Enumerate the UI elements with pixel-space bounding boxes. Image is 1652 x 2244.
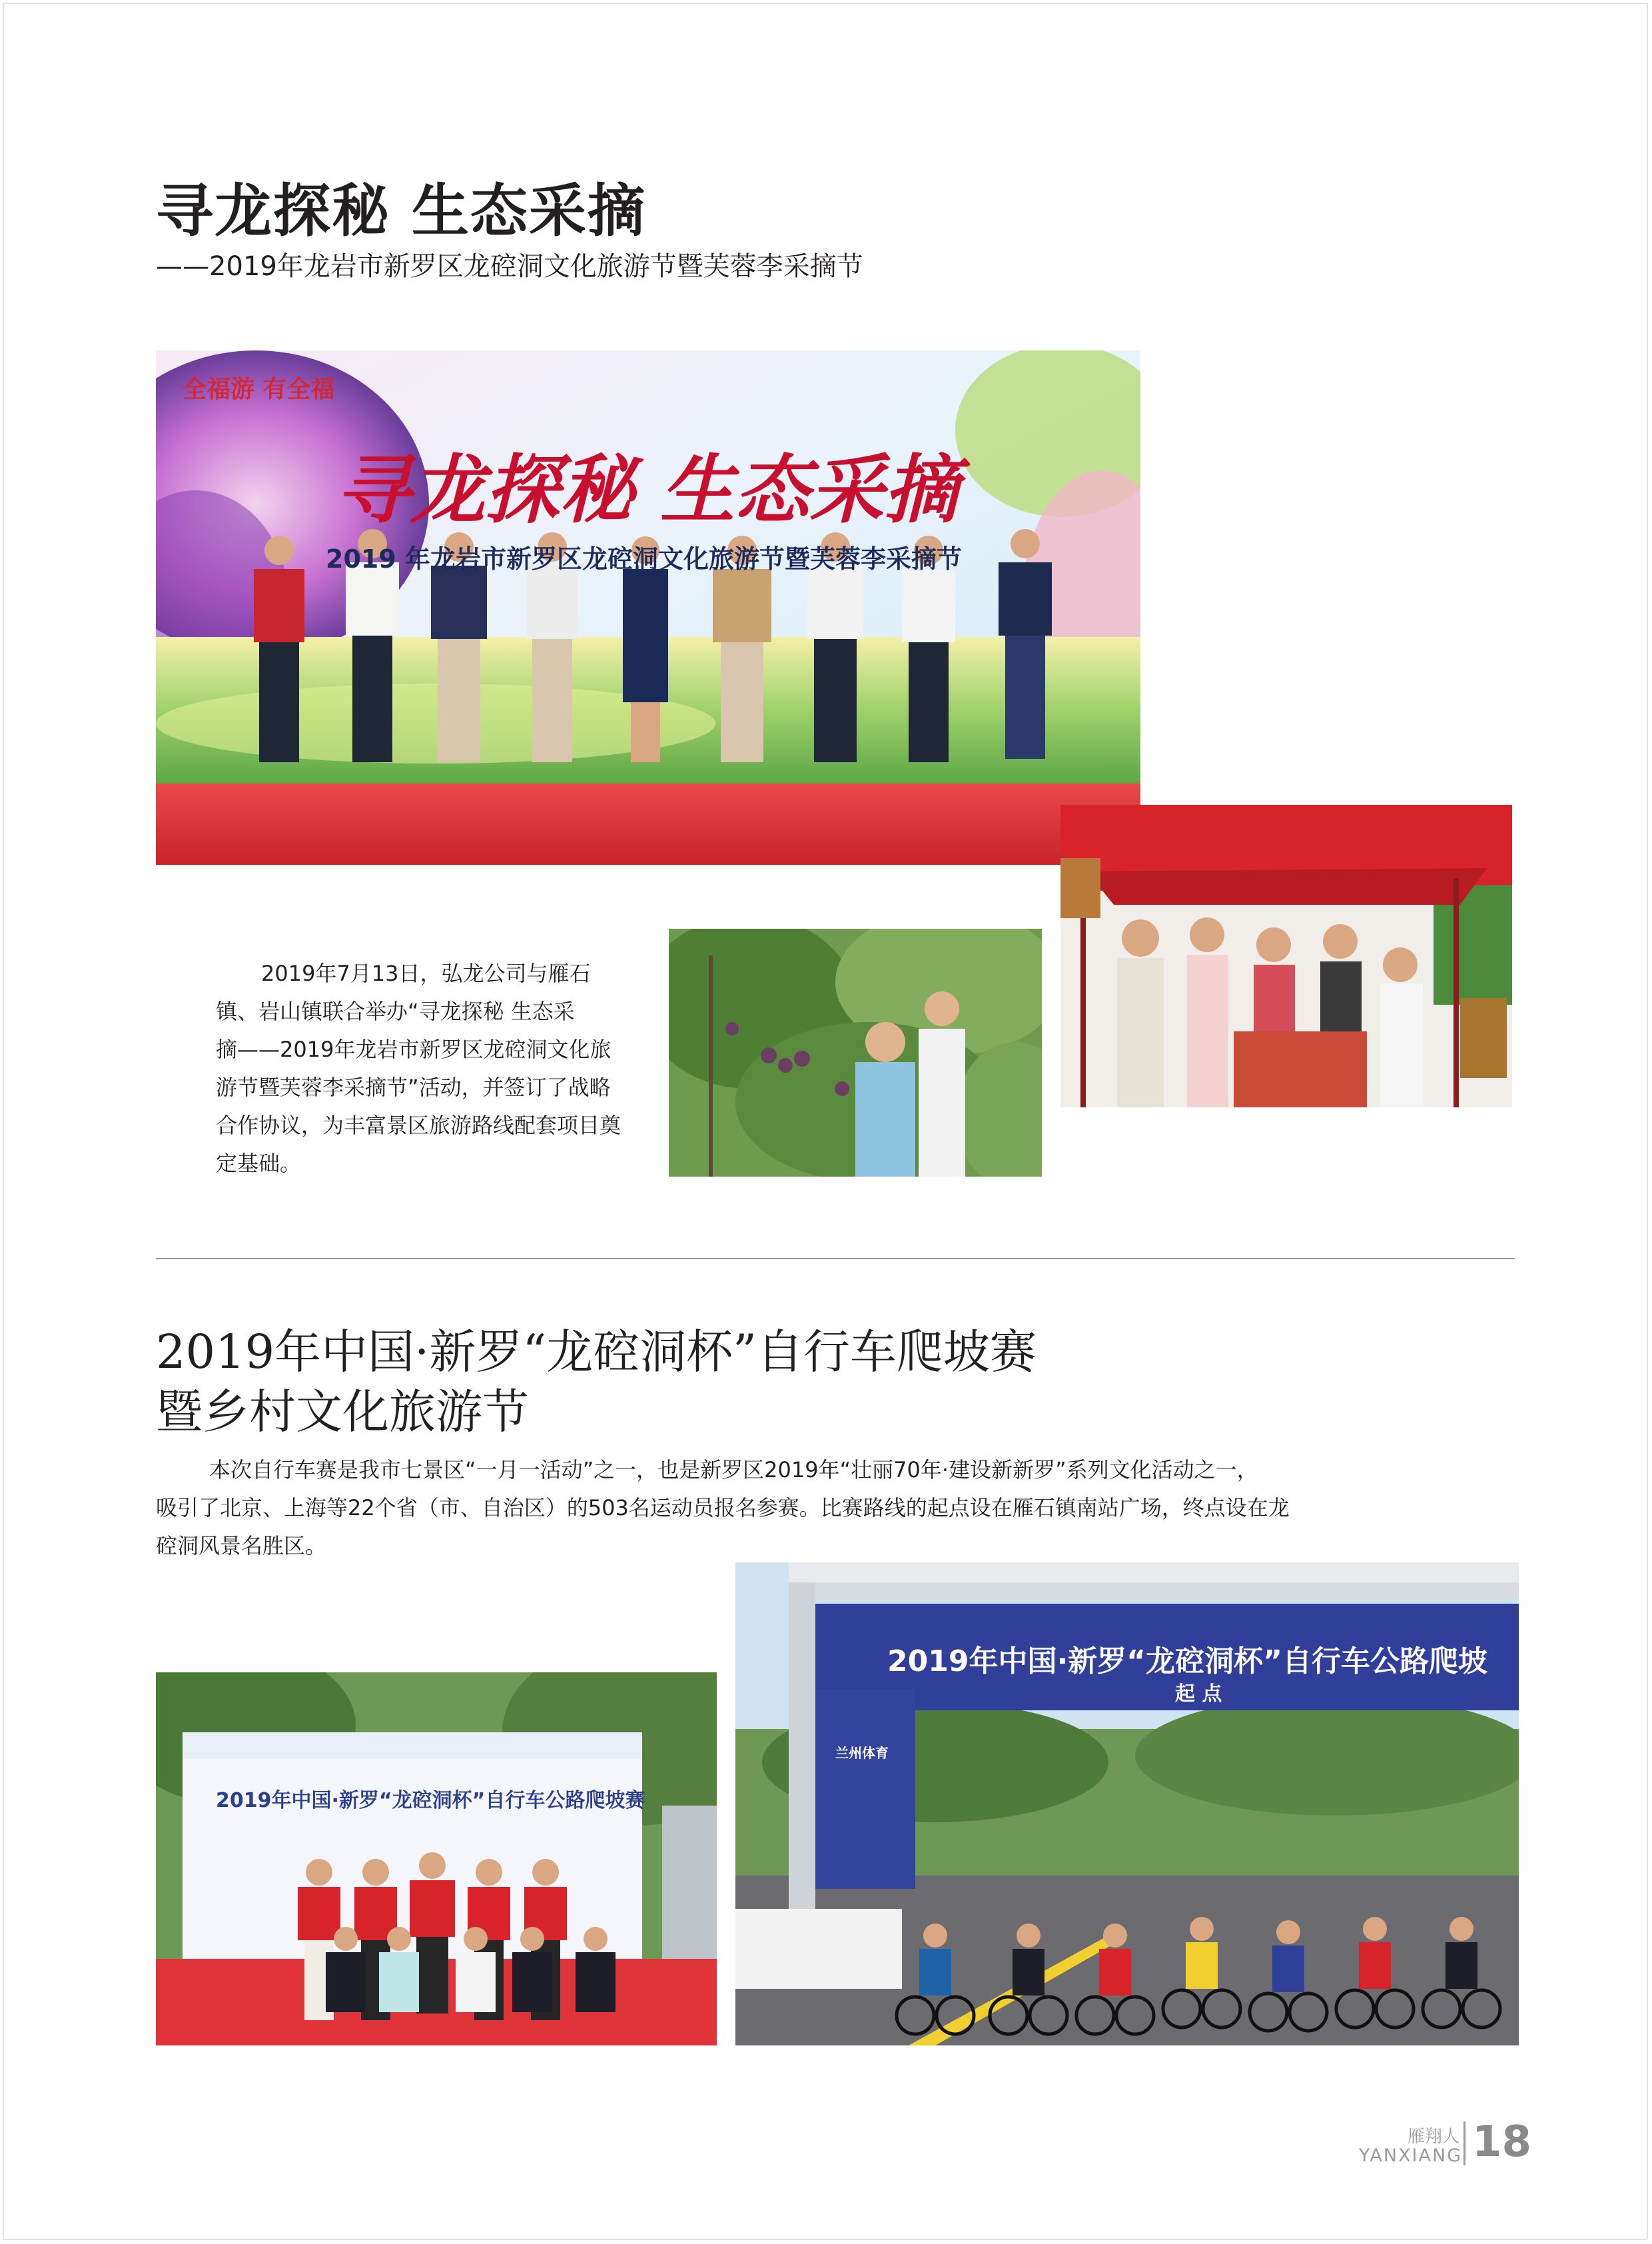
team-board-text: 2019年中国·新罗“龙硿洞杯”自行车公路爬坡赛 bbox=[216, 1789, 645, 1812]
paragraph-line: 吸引了北京、上海等22个省（市、自治区）的503名运动员报名参赛。比赛路线的起点设在雁石镇南站广场，终点设在龙 bbox=[156, 1495, 1290, 1520]
paragraph-line: 合作协议，为丰富景区旅游路线配套项目奠 bbox=[216, 1113, 621, 1138]
footer-separator bbox=[1463, 2121, 1465, 2165]
banner-slogan: 全福游 有全福 bbox=[183, 375, 335, 403]
section2-paragraph bbox=[156, 1451, 1368, 1565]
section-divider bbox=[156, 1258, 1515, 1259]
magazine-name-en: YANXIANG bbox=[1359, 2145, 1463, 2166]
paragraph-line: 游节暨芙蓉李采摘节”活动，并签订了战略 bbox=[216, 1075, 611, 1100]
ceremony-stage-photo bbox=[156, 350, 1140, 865]
paragraph-line: 硿洞风景名胜区。 bbox=[156, 1533, 327, 1558]
fruit-picking-photo bbox=[669, 929, 1042, 1177]
section1-title: 寻龙探秘 生态采摘 bbox=[156, 177, 646, 245]
paragraph-line: 摘——2019年龙岩市新罗区龙硿洞文化旅 bbox=[216, 1037, 612, 1062]
magazine-name-cn: 雁翔人 bbox=[1408, 2127, 1460, 2147]
page-number: 18 bbox=[1472, 2117, 1532, 2167]
section2-title-line2: 暨乡村文化旅游节 bbox=[156, 1384, 529, 1439]
section2-title-line1: 2019年中国·新罗“龙硿洞杯”自行车爬坡赛 bbox=[156, 1325, 1036, 1379]
arch-banner-text: 2019年中国·新罗“龙硿洞杯”自行车公路爬坡 bbox=[887, 1644, 1488, 1678]
section1-subtitle: ——2019年龙岩市新罗区龙硿洞文化旅游节暨芙蓉李采摘节 bbox=[156, 251, 863, 282]
paragraph-line: 2019年7月13日，弘龙公司与雁石 bbox=[261, 961, 591, 986]
paragraph-line: 本次自行车赛是我市七景区“一月一活动”之一，也是新罗区2019年“壮丽70年·建设新新罗”系列文化活动之一， bbox=[209, 1457, 1258, 1482]
banner-title: 寻龙探秘 生态采摘 bbox=[336, 446, 959, 534]
race-start-photo bbox=[735, 1562, 1519, 2045]
paragraph-line: 镇、岩山镇联合举办“寻龙探秘 生态采 bbox=[216, 999, 575, 1024]
arch-sponsor-text: 兰州体育 bbox=[835, 1745, 889, 1761]
section2-title bbox=[156, 1323, 1036, 1442]
arch-start-text: 起 点 bbox=[1175, 1682, 1222, 1706]
section1-paragraph bbox=[216, 955, 642, 1183]
banner-subtitle: 2019 年龙岩市新罗区龙硿洞文化旅游节暨芙蓉李采摘节 bbox=[326, 544, 962, 574]
paragraph-line: 定基础。 bbox=[216, 1151, 302, 1176]
cycling-team-photo bbox=[156, 1672, 717, 2045]
market-tent-photo bbox=[1060, 805, 1512, 1107]
